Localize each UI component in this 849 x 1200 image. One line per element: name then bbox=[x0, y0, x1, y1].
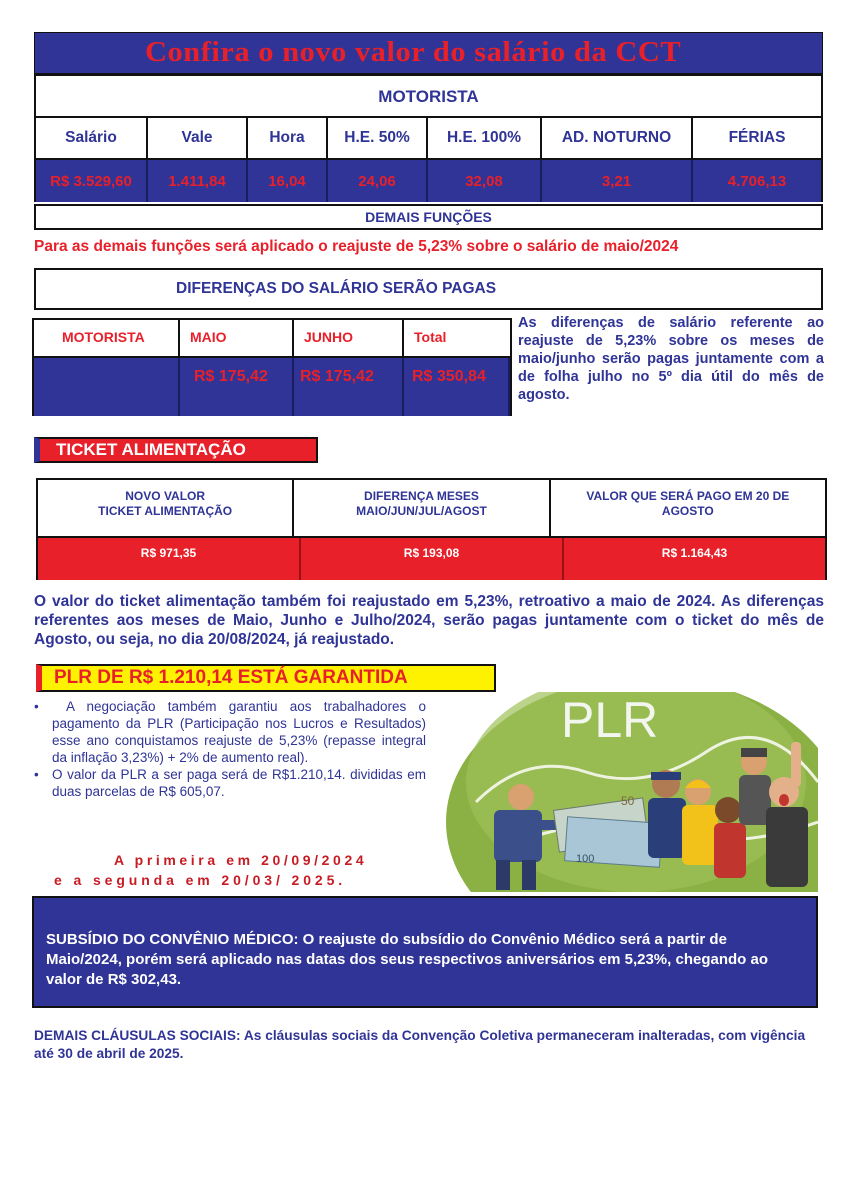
col-novo-valor: NOVO VALOR TICKET ALIMENTAÇÃO bbox=[38, 480, 294, 536]
col-salario: Salário bbox=[36, 118, 148, 158]
value-total: R$ 350,84 bbox=[404, 358, 510, 416]
col-motorista: MOTORISTA bbox=[34, 320, 180, 356]
motorista-values-row bbox=[36, 160, 821, 202]
motorista-title: MOTORISTA bbox=[36, 76, 821, 118]
subsidio-box bbox=[32, 896, 818, 1008]
col-total: Total bbox=[414, 329, 447, 345]
plr-date-first: A primeira em 20/09/2024 bbox=[114, 852, 368, 868]
diferencas-note: As diferenças de salário referente ao reajuste de 5,23% sobre os meses de maio/junho serão pagas juntamente com a de folha julho no 5º dia útil do mês de agosto. bbox=[518, 315, 824, 403]
col-valor-pago: VALOR QUE SERÁ PAGO EM 20 DE AGOSTO bbox=[586, 489, 790, 518]
col-ad-noturno: AD. NOTURNO bbox=[542, 118, 693, 158]
demais-funcoes-text: Para as demais funções será aplicado o reajuste de 5,23% sobre o salário de maio/2024 bbox=[34, 238, 679, 255]
value-he100: 32,08 bbox=[428, 160, 542, 202]
col-junho: JUNHO bbox=[294, 320, 404, 356]
diferencas-values-row bbox=[34, 358, 510, 416]
page-title: Confira o novo valor do salário da CCT bbox=[145, 36, 682, 68]
col-ferias: FÉRIAS bbox=[728, 129, 786, 146]
value-salario: R$ 3.529,60 bbox=[36, 160, 148, 202]
value-motorista bbox=[34, 358, 180, 416]
ticket-label: TICKET ALIMENTAÇÃO bbox=[34, 437, 318, 463]
motorista-table bbox=[34, 74, 823, 202]
plr-illustration bbox=[436, 692, 818, 892]
col-he50: H.E. 50% bbox=[328, 118, 428, 158]
value-valor-pago: R$ 1.164,43 bbox=[661, 546, 728, 560]
svg-text:50: 50 bbox=[621, 794, 635, 808]
plr-bullet-text: O valor da PLR a ser paga será de R$1.210,14. divididas em duas parcelas de R$ 605,07. bbox=[52, 767, 426, 799]
demais-clausulas-text: DEMAIS CLÁUSULAS SOCIAIS: As cláusulas sociais da Convenção Coletiva permaneceram inalteradas, com vigência até 30 de abril de 2025. bbox=[34, 1027, 806, 1061]
demais-funcoes-title: DEMAIS FUNÇÕES bbox=[34, 204, 823, 230]
value-ad-noturno: 3,21 bbox=[542, 160, 693, 202]
value-he50: 24,06 bbox=[328, 160, 428, 202]
diferencas-header-box bbox=[34, 268, 823, 310]
plr-label: PLR DE R$ 1.210,14 ESTÁ GARANTIDA bbox=[36, 664, 496, 692]
value-diferenca-meses: R$ 193,08 bbox=[301, 538, 564, 580]
value-hora: 16,04 bbox=[248, 160, 328, 202]
diferencas-header-row bbox=[34, 320, 510, 358]
ticket-header-row bbox=[38, 480, 825, 538]
value-vale: 1.411,84 bbox=[148, 160, 248, 202]
col-vale: Vale bbox=[148, 118, 248, 158]
subsidio-text: SUBSÍDIO DO CONVÊNIO MÉDICO: O reajuste do subsídio do Convênio Médico será a partir de Maio/2024, porém será aplicado nas datas dos seus respectivos aniversários em 5,23%, chegando ao valor de R$ 302,43. bbox=[46, 931, 768, 988]
value-maio: R$ 175,42 bbox=[180, 358, 294, 416]
plr-bullet-text: A negociação também garantiu aos trabalhadores o pagamento da PLR (Participação nos Lucros e Resultados) esse ano conquistamos reajuste de 5,23% (repasse integral da inflação 3,23%) + 2% de aumento real). bbox=[52, 699, 426, 765]
value-novo-valor: R$ 971,35 bbox=[38, 538, 301, 580]
col-he100: H.E. 100% bbox=[428, 118, 542, 158]
col-diferenca-meses: DIFERENÇA MESES MAIO/JUN/JUL/AGOST bbox=[294, 480, 550, 536]
svg-text:100: 100 bbox=[576, 853, 595, 865]
ticket-table bbox=[36, 478, 827, 580]
plr-image-text: PLR bbox=[561, 692, 659, 748]
bullet-icon: • bbox=[34, 767, 39, 782]
header-banner bbox=[34, 32, 823, 74]
col-maio: MAIO bbox=[180, 320, 294, 356]
col-hora: Hora bbox=[248, 118, 328, 158]
diferencas-table bbox=[32, 318, 512, 416]
ticket-values-row bbox=[38, 538, 825, 580]
plr-illustration-svg bbox=[436, 692, 818, 892]
diferencas-title: DIFERENÇAS DO SALÁRIO SERÃO PAGAS bbox=[176, 280, 497, 297]
value-junho: R$ 175,42 bbox=[294, 358, 404, 416]
motorista-header-row bbox=[36, 118, 821, 160]
plr-bullet-2 bbox=[34, 766, 426, 800]
ticket-text: O valor do ticket alimentação também foi reajustado em 5,23%, retroativo a maio de 2024. As diferenças referentes aos meses de Maio, Junho e Julho/2024, serão pagas juntamente com o ticket do mês de Agosto, ou seja, no dia 20/08/2024, já reajustado. bbox=[34, 593, 824, 648]
bullet-icon: • bbox=[34, 699, 39, 714]
plr-bullet-1 bbox=[34, 698, 426, 766]
value-ferias: 4.706,13 bbox=[727, 172, 787, 190]
plr-date-second: e a segunda em 20/03/ 2025. bbox=[54, 872, 347, 888]
plr-list bbox=[34, 698, 426, 800]
